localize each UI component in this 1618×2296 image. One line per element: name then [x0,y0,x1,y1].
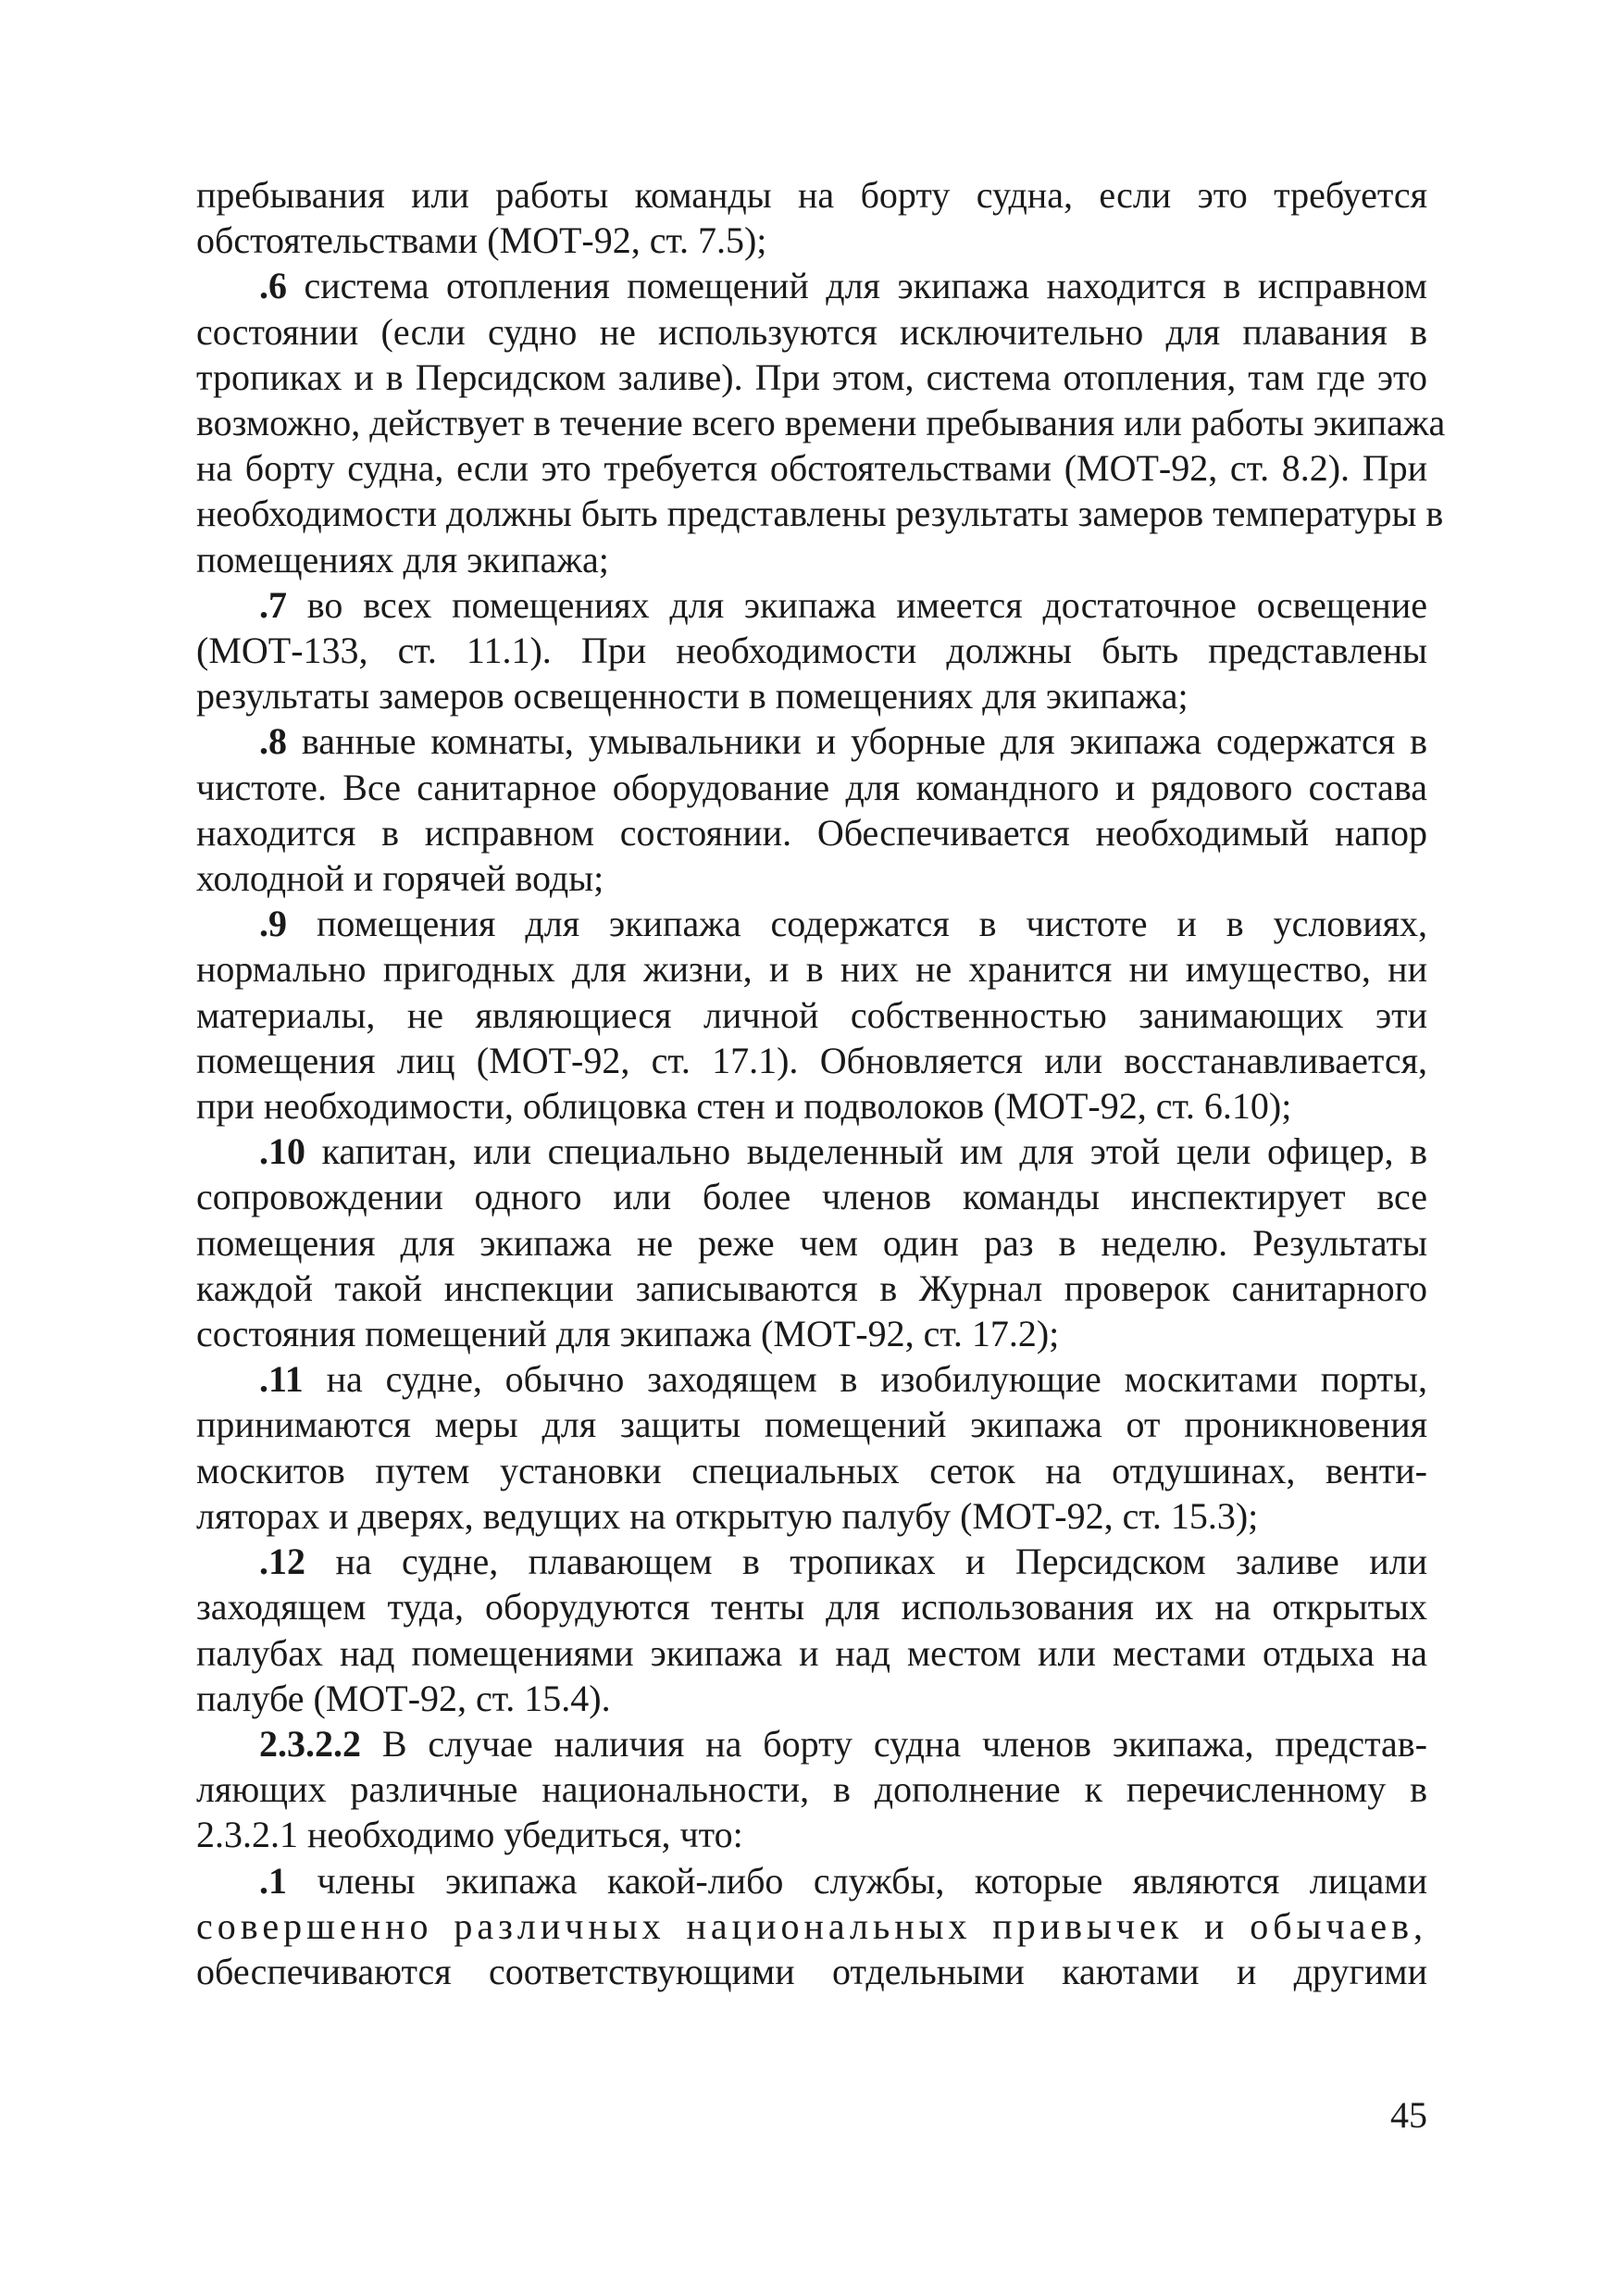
text-line: результаты замеров освещенности в помещениях для экипажа; [196,675,1189,718]
text-line: пребывания или работы команды на борту судна, если это требуется [196,174,1427,216]
section-number: 2.3.2.2 [259,1722,361,1765]
text-line [196,1129,1427,1174]
text-line: чистоте. Все санитарное оборудование для командного и рядового состава [196,766,1427,808]
text-fragment: ванные комнаты, умывальники и уборные для экипажа содержатся в [287,720,1427,763]
text-line: сопровождении одного или более членов команды инспектирует все [196,1176,1427,1218]
text-line: на борту судна, если это требуется обстоятельствами (МОТ-92, ст. 8.2). При [196,447,1427,490]
text-line: при необходимости, облицовка стен и подволоков (МОТ-92, ст. 6.10); [196,1085,1292,1128]
item-number: .8 [259,720,287,763]
text-fragment: В случае наличия на борту судна членов экипажа, представ- [361,1722,1427,1765]
text-line: (МОТ-133, ст. 11.1). При необходимости должны быть представлены [196,630,1427,672]
text-line: помещениях для экипажа; [196,538,609,580]
item-number: .1 [259,1859,287,1902]
text-line [196,1721,1427,1766]
item-number: .10 [259,1130,305,1173]
text-line: палубе (МОТ-92, ст. 15.4). [196,1677,611,1719]
list-item-7 [196,582,1427,719]
list-item-12 [196,1539,1427,1721]
text-line: принимаются меры для защиты помещений экипажа от проникновения [196,1404,1427,1446]
text-line: холодной и горячей воды; [196,857,604,900]
text-line [196,1858,1427,1903]
text-line: палубах над помещениями экипажа и над местом или местами отдыха на [196,1631,1427,1674]
page-number: 45 [1390,2094,1427,2136]
text-line: каждой такой инспекции записываются в Журнал проверок санитарного [196,1267,1427,1309]
text-line [196,582,1427,628]
text-line: помещения лиц (МОТ-92, ст. 17.1). Обновляется или восстанавливается, [196,1039,1427,1081]
text-fragment: система отопления помещений для экипажа находится в исправном [287,265,1427,307]
text-line: необходимости должны быть представлены результаты замеров температуры в [196,493,1444,535]
text-line: 2.3.2.1 необходимо убедиться, что: [196,1814,743,1856]
text-line: ляющих различные национальности, в дополнение к перечисленному в [196,1768,1427,1811]
text-line: ляторах и дверях, ведущих на открытую палубу (МОТ-92, ст. 15.3); [196,1494,1259,1537]
list-item-1 [196,1858,1427,1995]
list-item-11 [196,1356,1427,1539]
item-number: .9 [259,903,287,945]
text-fragment: помещения для экипажа содержатся в чистоте и в условиях, [287,903,1427,945]
item-number: .6 [259,265,287,307]
text-fragment: члены экипажа какой-либо службы, которые являются лицами [287,1859,1427,1902]
paragraph-continuation [196,172,1427,263]
text-line [196,263,1427,308]
list-item-6 [196,263,1446,581]
text-line: состояния помещений для экипажа (МОТ-92, ст. 17.2); [196,1313,1060,1355]
text-line: тропиках и в Персидском заливе). При этом, система отопления, там где это [196,356,1427,398]
text-line: помещения для экипажа не реже чем один раз в неделю. Результаты [196,1221,1427,1264]
text-line: москитов путем установки специальных сеток на отдушинах, венти- [196,1449,1427,1491]
text-fragment: на судне, плавающем в тропиках и Персидском заливе или [305,1541,1427,1583]
section-2-3-2-2 [196,1721,1427,1858]
item-number: .11 [259,1358,304,1401]
text-line [196,718,1427,764]
list-item-9 [196,901,1427,1129]
list-item-10 [196,1129,1427,1356]
text-line: состоянии (если судно не используются исключительно для плавания в [196,310,1427,353]
text-line: обстоятельствами (МОТ-92, ст. 7.5); [196,219,767,262]
text-line: обеспечиваются соответствующими отдельными каютами и другими [196,1950,1427,1992]
list-item-8 [196,718,1427,901]
text-line: материалы, не являющиеся личной собственностью занимающих эти [196,993,1427,1036]
text-line: нормально пригодных для жизни, и в них не хранится ни имущество, ни [196,948,1427,991]
page-body [196,172,1446,1994]
text-fragment: капитан, или специально выделенный им для этой цели офицер, в [305,1130,1427,1173]
text-line [196,1356,1427,1402]
text-line [196,1539,1427,1584]
text-line: находится в исправном состоянии. Обеспечивается необходимый напор [196,811,1427,854]
item-number: .12 [259,1541,305,1583]
item-number: .7 [259,583,287,626]
text-line: возможно, действует в течение всего времени пребывания или работы экипажа [196,402,1446,444]
text-line: заходящем туда, оборудуются тенты для использования их на открытых [196,1586,1427,1628]
text-fragment: во всех помещениях для экипажа имеется достаточное освещение [287,583,1427,626]
text-line [196,901,1427,946]
text-fragment: на судне, обычно заходящем в изобилующие москитами порты, [303,1358,1427,1401]
text-line: совершенно различных национальных привычек и обычаев, [196,1904,1427,1947]
